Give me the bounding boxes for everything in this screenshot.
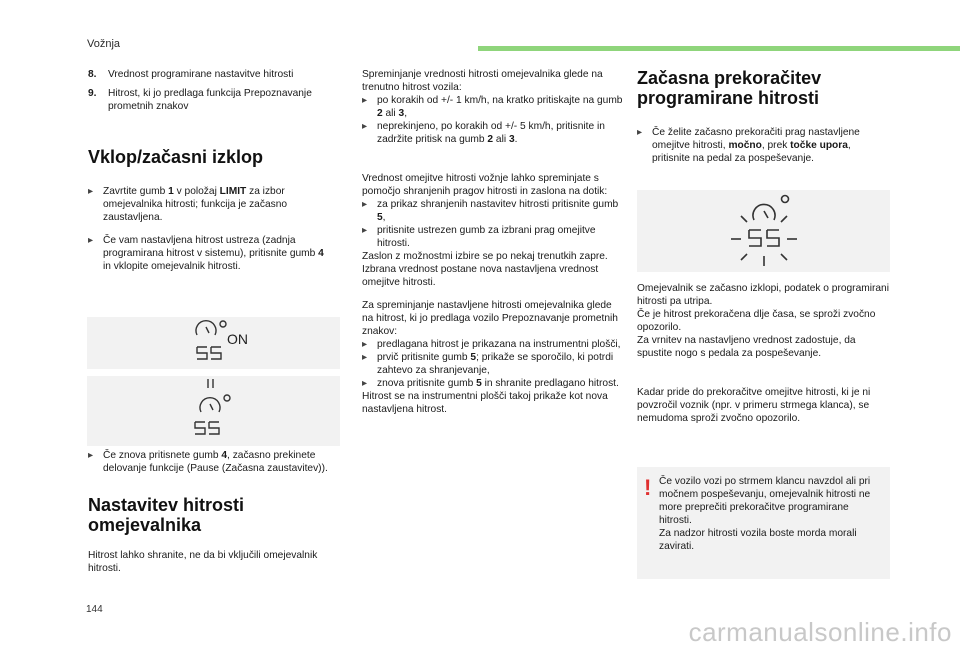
paragraph: Zaslon z možnostmi izbire se po nekaj trenutkih zapre. <box>362 251 608 262</box>
bullet-step5: ▸ neprekinjeno, po korakih od +/- 5 km/h, pritisnite in zadržite pritisk na gumb 2 ali 3. <box>362 121 605 145</box>
paragraph: Če je hitrost prekoračena dlje časa, se sproži zvočno opozorilo. <box>637 309 876 333</box>
bullet-step1: ▸ po korakih od +/- 1 km/h, na kratko pritiskajte na gumb 2 ali 3, <box>362 95 623 119</box>
warning-box <box>637 467 890 579</box>
section-label: Vožnja <box>87 38 121 50</box>
bullet-suggested: ▸ predlagana hitrost je prikazana na instrumentni plošči, <box>362 339 621 350</box>
legend-item-9: 9. Hitrost, ki jo predlaga funkcija Prepoznavanje prometnih znakov <box>88 88 312 112</box>
bullet-overspeed: ▸ Če želite začasno prekoračiti prag nastavljene omejitve hitrosti, močno, prek točke upora, pritisnite na pedal za pospeševanje. <box>637 127 860 164</box>
page-number: 144 <box>86 604 103 615</box>
on-label: ON <box>227 331 248 347</box>
speed-limiter-pause-icon <box>87 376 340 446</box>
watermark: carmanualsonline.info <box>688 617 952 647</box>
display-panel-on <box>87 317 340 369</box>
bullet-press-first: ▸ prvič pritisnite gumb 5; prikaže se sporočilo, ki potrdi zahtevo za shranjevanje, <box>362 352 614 376</box>
paragraph: Kadar pride do prekoračitve omejitve hitrosti, ki je ni povzročil voznik (npr. v primeru strmega klanca), se nemudoma sproži zvočno opozorilo. <box>637 387 871 424</box>
column-left-lower <box>88 449 333 575</box>
heading-vklop: Vklop/začasni izklop <box>88 147 264 167</box>
paragraph: Hitrost se na instrumentni plošči takoj prikaže kot nova nastavljena hitrost. <box>362 391 608 415</box>
bullet-show-presets: ▸ za prikaz shranjenih nastavitev hitrosti pritisnite gumb 5, <box>362 199 619 223</box>
section-color-bar <box>478 46 960 51</box>
paragraph: Za spreminjanje nastavljene hitrosti omejevalnika glede na hitrost, ki jo predlaga vozilo Prepoznavanje prometnih znakov: <box>362 300 618 337</box>
paragraph: Omejevalnik se začasno izklopi, podatek o programirani hitrosti pa utripa. <box>637 283 889 307</box>
heading-prekoracitev: Začasna prekoračitev programirane hitrosti <box>637 68 822 108</box>
column-left <box>88 68 333 273</box>
warning-icon: ! <box>644 475 652 500</box>
bullet-limit: ▸ Zavrtite gumb 1 v položaj LIMIT za izbor omejevalnika hitrosti; funkcija je začasno zaustavljena. <box>88 186 288 223</box>
heading-nastavitev: Nastavitev hitrosti omejevalnika <box>88 495 245 535</box>
bullet-activate: ▸ Če vam nastavljena hitrost ustreza (zadnja programirana hitrost v sistemu), pritisnite gumb 4 in vklopite omejevalnik hitrosti. <box>88 235 324 272</box>
legend-item-8: 8. Vrednost programirane nastavitve hitrosti <box>88 69 294 80</box>
bullet-press-again: ▸ znova pritisnite gumb 5 in shranite predlagano hitrost. <box>362 378 619 389</box>
column-right-lower <box>637 282 890 425</box>
paragraph-save: Hitrost lahko shranite, ne da bi vključili omejevalnik hitrosti. <box>88 550 318 574</box>
bullet-select-preset: ▸ pritisnite ustrezen gumb za izbrani prag omejitve hitrosti. <box>362 225 596 249</box>
warning-text: Če vozilo vozi po strmem klancu navzdol ali pri močnem pospeševanju, omejevalnik hitrosti ne more preprečiti prekoračitve programirane hitrosti. Za nadzor hitrosti vozila boste morda morali zavirati. <box>659 476 871 552</box>
paragraph: Vrednost omejitve hitrosti vožnje lahko spreminjate s pomočjo shranjenih pragov hitrosti in zaslona na dotik: <box>362 173 608 197</box>
speed-limiter-on-icon <box>87 317 340 369</box>
paragraph: Spreminjanje vrednosti hitrosti omejevalnika glede na trenutno hitrost vozila: <box>362 69 603 93</box>
display-panel-flashing <box>637 190 890 272</box>
speed-limiter-flashing-icon <box>637 190 890 272</box>
paragraph: Izbrana vrednost postane nova nastavljena vrednost omejitve hitrosti. <box>362 264 599 288</box>
column-middle <box>362 68 624 416</box>
display-panel-pause <box>87 376 340 446</box>
column-right <box>637 68 890 165</box>
paragraph: Za vrnitev na nastavljeno vrednost zadostuje, da spustite nogo s pedala za pospeševanje. <box>637 335 856 359</box>
bullet-pause: ▸ Če znova pritisnete gumb 4, začasno prekinete delovanje funkcije (Pause (Začasna zaustavitev)). <box>88 450 328 474</box>
